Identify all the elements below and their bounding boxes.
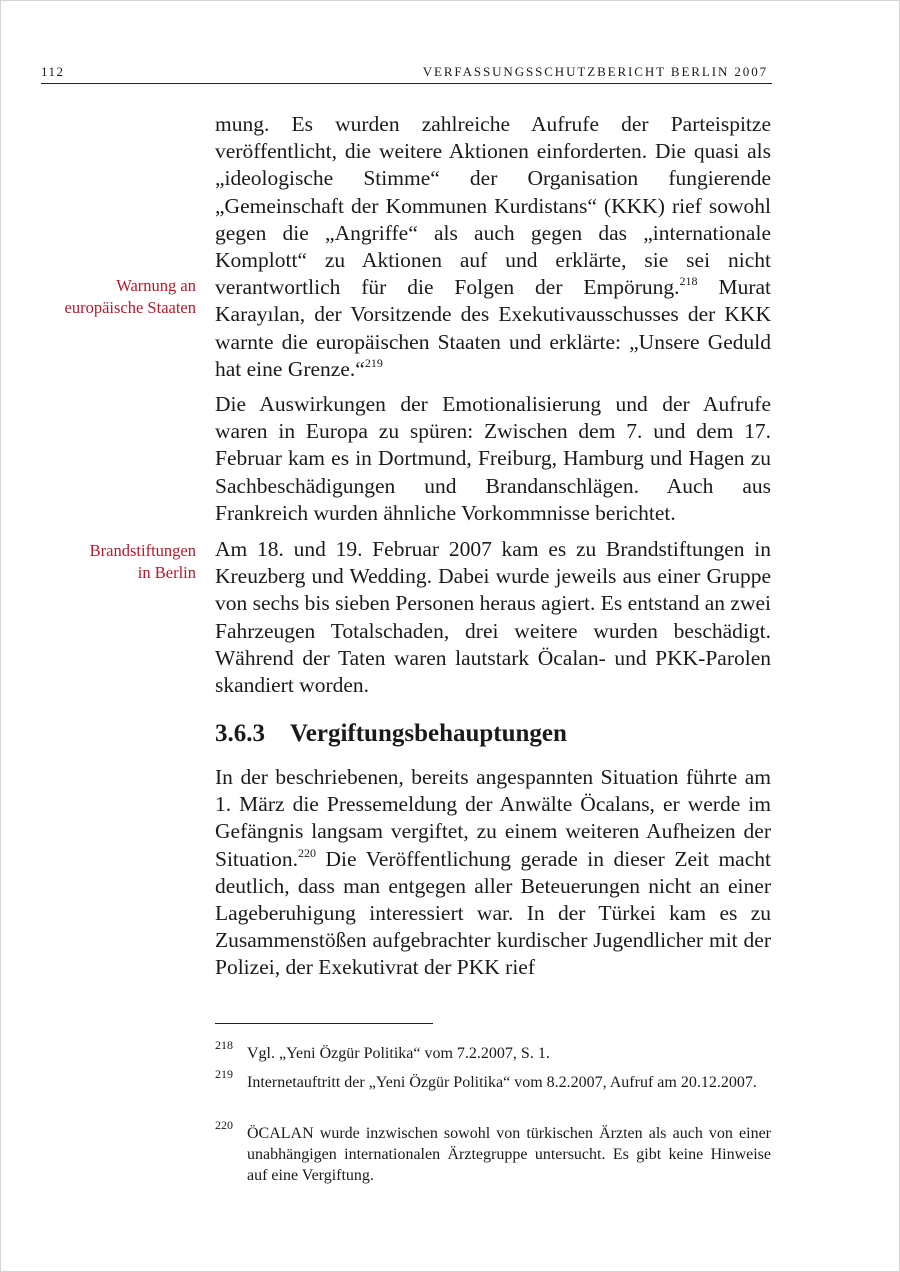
footnote-text: Internetauftritt der „Yeni Özgür Politika“ vom 8.2.2007, Aufruf am 20.12.2007. [247,1074,757,1091]
page-number: 112 [41,64,65,79]
margin-note-warnung [16,275,196,319]
paragraph-text: mung. Es wurden zahlreiche Aufrufe der Parteispitze veröffentlicht, die weitere Aktionen einforderten. Die quasi als „ideologische Stimme“ der Organisation fungierende „Gemeinschaft der Kommunen Kurdistans“ (KKK) rief sowohl gegen die „Angriffe“ als auch gegen das „internationale Komplott“ zu Aktionen auf und erklärte, sie sei nicht verantwortlich für die Folgen der Empörung. [215,112,771,300]
margin-note-line: in Berlin [137,563,196,582]
margin-note-brandstiftungen [16,540,196,584]
footnote-219 [215,1067,771,1093]
paragraph-3 [215,536,771,699]
footnote-220 [215,1118,771,1186]
paragraph-text: Murat Karayılan, der Vorsitzende des Exekutivausschusses der KKK warnte die europäischen Staaten und erklärte: „Unsere Geduld hat eine Grenze.“ [215,275,771,381]
footnote-separator [215,1023,433,1024]
margin-note-line: Brandstiftungen [89,541,196,560]
paragraph-4 [215,764,771,982]
footnote-ref-220[interactable]: 220 [298,845,317,860]
footnote-number: 219 [215,1067,233,1081]
paragraph-2 [215,391,771,527]
footnote-number: 218 [215,1038,233,1052]
paragraph-text: In der beschriebenen, bereits angespannten Situation führte am 1. März die Pressemeldung der Anwälte Öcalans, er werde im Gefängnis langsam vergiftet, zu einem weiteren Aufheizen der Situation. [215,765,771,871]
margin-note-line: Warnung an [116,276,196,295]
paragraph-text: Die Veröffentlichung gerade in dieser Zeit macht deutlich, dass man entgegen aller Beteuerungen nicht an einer Lageberuhigung interessiert war. In der Türkei kam es zu Zusammenstößen aufgebrachter kurdischer Jugendlicher mit der Polizei, der Exekutivrat der PKK rief [215,846,771,980]
footnote-text: ÖCALAN wurde inzwischen sowohl von türkischen Ärzten als auch von einer unabhängigen internationalen Ärztegruppe untersucht. Es gibt keine Hinweise auf eine Vergiftung. [247,1125,771,1184]
section-heading [215,720,567,748]
margin-note-line: europäische Staaten [64,298,196,317]
paragraph-text: Am 18. und 19. Februar 2007 kam es zu Brandstiftungen in Kreuzberg und Wedding. Dabei wurde jeweils aus einer Gruppe von sechs bis sieben Personen heraus agiert. Es entstand an zwei Fahrzeugen Totalschaden, drei weitere wurden beschädigt. Während der Taten waren lautstark Öcalan- und PKK-Parolen skandiert worden. [215,537,771,698]
paragraph-1 [215,111,771,383]
section-number: 3.6.3 [215,720,265,747]
footnote-number: 220 [215,1118,233,1132]
running-title: VERFASSUNGSSCHUTZBERICHT BERLIN 2007 [422,64,768,79]
footnote-ref-219[interactable]: 219 [364,355,383,370]
section-title: Vergiftungsbehauptungen [290,720,567,747]
header-rule [41,83,772,84]
paragraph-text: Die Auswirkungen der Emotionalisierung und der Aufrufe waren in Europa zu spüren: Zwischen dem 7. und dem 17. Februar kam es in Dortmund, Freiburg, Hamburg und Hagen zu Sachbeschädigungen und Brandanschlägen. Auch aus Frankreich wurden ähnliche Vorkommnisse berichtet. [215,392,771,525]
footnote-218 [215,1038,771,1064]
footnote-text: Vgl. „Yeni Özgür Politika“ vom 7.2.2007, S. 1. [247,1045,550,1062]
footnote-ref-218[interactable]: 218 [679,274,698,289]
